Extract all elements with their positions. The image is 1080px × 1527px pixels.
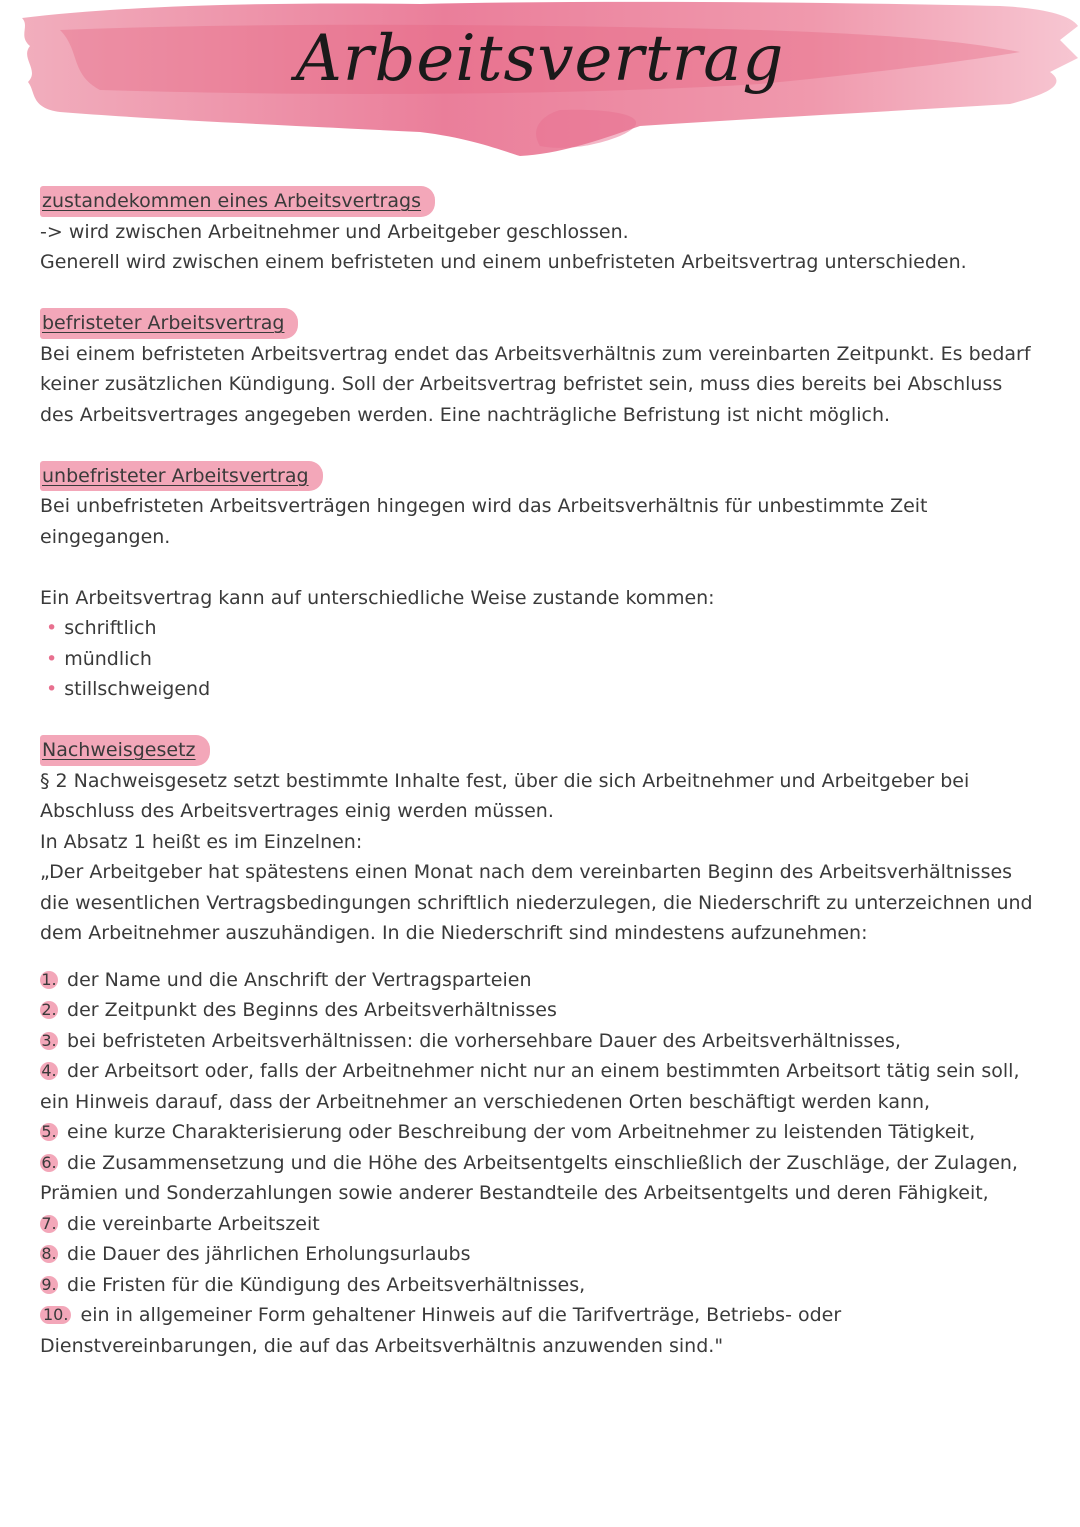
paragraph-zustande-kommen-intro: Ein Arbeitsvertrag kann auf unterschiedliche Weise zustande kommen: [40,586,715,609]
heading-befristeter-vertrag: befristeter Arbeitsvertrag [40,308,298,339]
list-item-text: der Zeitpunkt des Beginns des Arbeitsverhältnisses [67,999,557,1021]
number-badge: 10. [40,1306,71,1324]
number-badge: 8. [41,1244,57,1263]
paragraph-nachweis-2: In Absatz 1 heißt es im Einzelnen: [40,830,363,853]
list-item [40,1026,1040,1057]
list-item [40,1117,1040,1148]
list-item-text: die Dauer des jährlichen Erholungsurlaubs [67,1243,471,1265]
list-item-text: der Name und die Anschrift der Vertragsparteien [67,968,532,991]
number-badge: 4. [41,1061,57,1080]
heading-zustandekommen: zustandekommen eines Arbeitsvertrags [40,186,435,217]
number-badge: 6. [41,1152,57,1172]
list-item-text: eine kurze Charakterisierung oder Beschreibung der vom Arbeitnehmer zu leistenden Tätigkeit, [67,1121,976,1143]
list-item [40,995,1040,1026]
number-badge: 1. [41,969,57,989]
heading-unbefristeter-vertrag: unbefristeter Arbeitsvertrag [40,461,323,492]
list-item-text: ein in allgemeiner Form gehaltener Hinweis auf die Tarifverträge, Betriebs- oder Dienstvereinbarungen, die auf das Arbeitsverhältnis anzuwenden sind." [40,1304,842,1357]
header-brush-banner [0,0,1080,170]
paragraph-nachweis-1: § 2 Nachweisgesetz setzt bestimmte Inhalte fest, über die sich Arbeitnehmer und Arbeitgeber bei Abschluss des Arbeitsvertrages einig werden müssen. [40,769,970,822]
bullet-item: • stillschweigend [46,674,1040,705]
list-item-text: bei befristeten Arbeitsverhältnissen: die vorhersehbare Dauer des Arbeitsverhältnisses, [67,1029,901,1052]
bullet-item: • schriftlich [46,613,1040,644]
document-body [40,186,1040,1361]
list-item [40,1239,1040,1270]
text-line: -> wird zwischen Arbeitnehmer und Arbeitgeber geschlossen. [40,220,629,243]
bullet-item: • mündlich [46,644,1040,675]
number-badge: 5. [41,1122,57,1141]
list-item-text: der Arbeitsort oder, falls der Arbeitnehmer nicht nur an einem bestimmten Arbeitsort tätig sein soll, ein Hinweis darauf, dass der Arbeitnehmer an verschiedenen Orten beschäftigt werden kann, [40,1060,1020,1113]
paragraph-unbefristet: Bei unbefristeten Arbeitsverträgen hingegen wird das Arbeitsverhältnis für unbestimmte Zeit eingegangen. [40,495,928,548]
list-item [40,1270,1040,1301]
list-item [40,1056,1040,1117]
list-item-text: die Zusammensetzung und die Höhe des Arbeitsentgelts einschließlich der Zuschläge, der Zulagen, Prämien und Sonderzahlungen sowie anderer Bestandteile des Arbeitsentgelts und deren Fähigkeit, [40,1151,1018,1204]
number-badge: 3. [41,1030,57,1050]
bullet-list [40,613,1040,705]
list-item [40,1300,1040,1361]
page-title: Arbeitsvertrag [295,22,785,96]
text-line: Generell wird zwischen einem befristeten und einem unbefristeten Arbeitsvertrag unterschieden. [40,251,967,273]
number-badge: 7. [41,1213,57,1233]
numbered-list [40,965,1040,1362]
list-item [40,965,1040,996]
heading-nachweisgesetz: Nachweisgesetz [40,735,210,766]
list-item-text: die Fristen für die Kündigung des Arbeitsverhältnisses, [67,1273,586,1296]
list-item [40,1148,1040,1209]
number-badge: 9. [41,1274,57,1294]
paragraph-nachweis-quote: „Der Arbeitgeber hat spätestens einen Monat nach dem vereinbarten Beginn des Arbeitsverhältnisses die wesentlichen Vertragsbedingungen schriftlich niederzulegen, die Niederschrift zu unterzeichnen und dem Arbeitnehmer auszuhändigen. In die Niederschrift sind mindestens aufzunehmen: [40,861,1033,944]
list-item-text: die vereinbarte Arbeitszeit [67,1212,320,1235]
paragraph-befristet: Bei einem befristeten Arbeitsvertrag endet das Arbeitsverhältnis zum vereinbarten Zeitpunkt. Es bedarf keiner zusätzlichen Kündigung. Soll der Arbeitsvertrag befristet sein, muss dies bereits bei Abschluss des Arbeitsvertrages angegeben werden. Eine nachträgliche Befristung ist nicht möglich. [40,342,1031,426]
list-item [40,1209,1040,1240]
number-badge: 2. [41,1000,57,1019]
